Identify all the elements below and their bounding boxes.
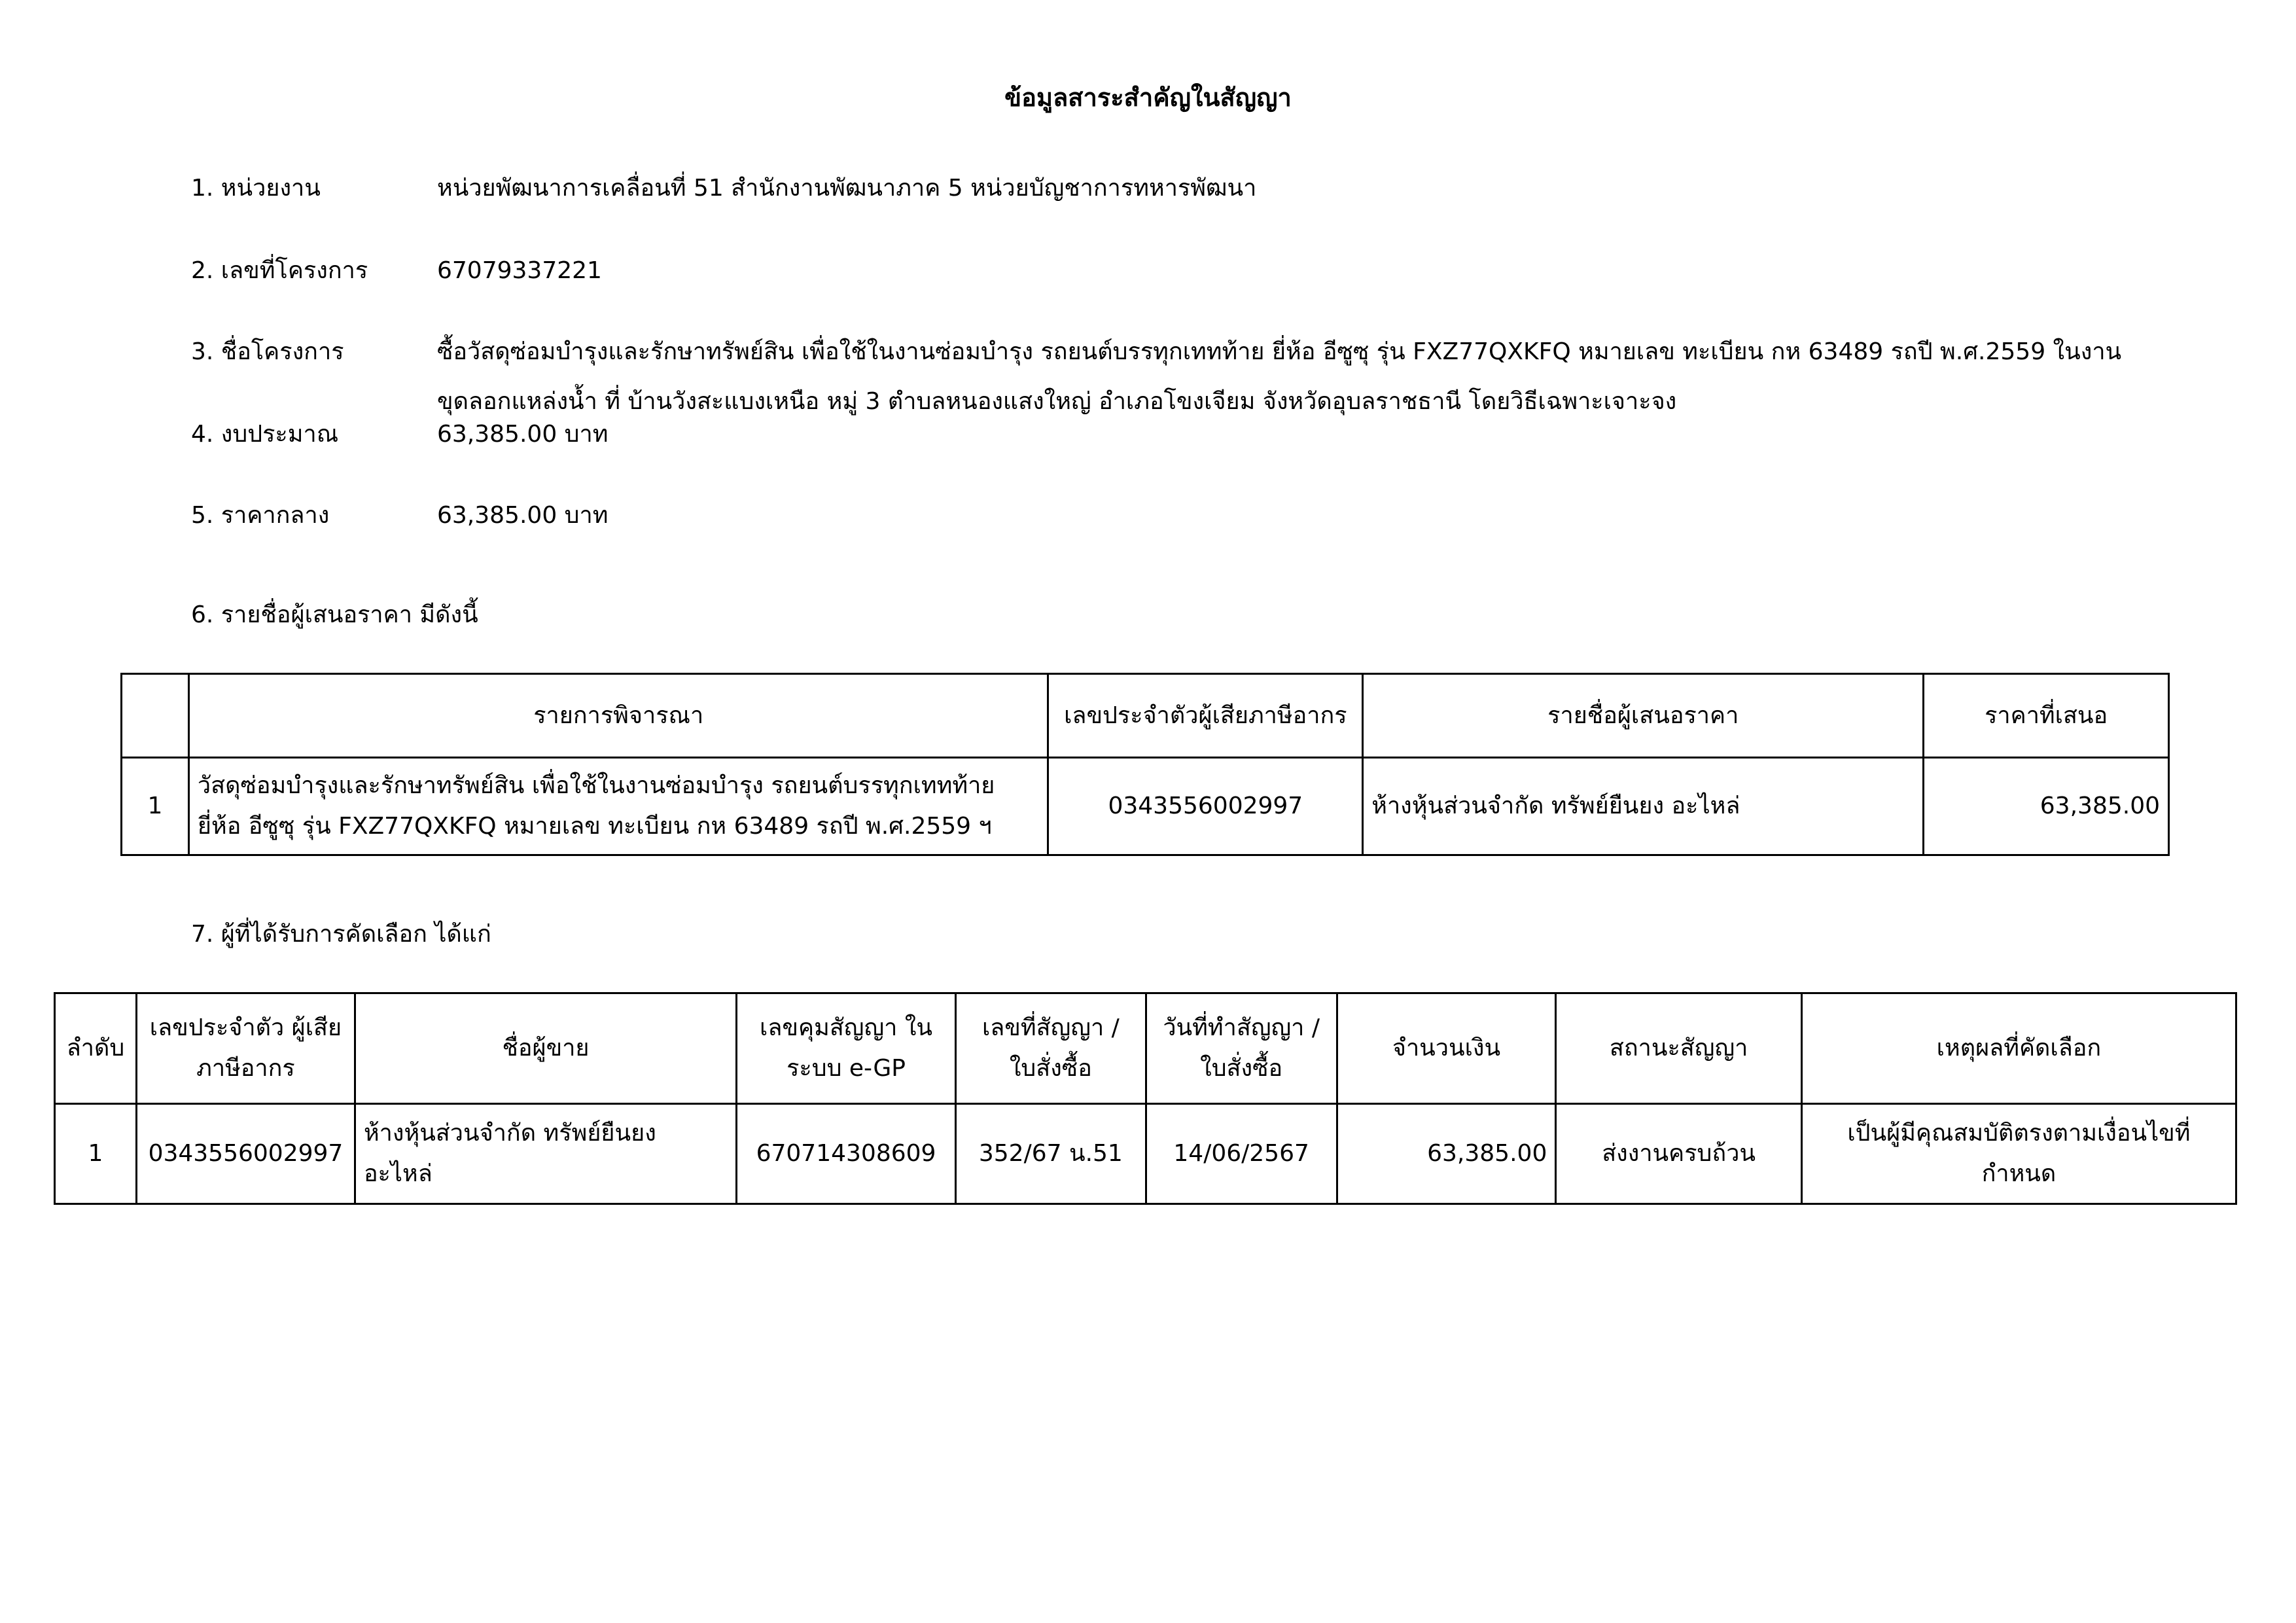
field-label-median-price: 5. ราคากลาง	[191, 502, 330, 529]
section-6-heading: 6. รายชื่อผู้เสนอราคา มีดังนี้	[191, 601, 478, 628]
cell-contract-number: 352/67 น.51	[955, 1104, 1146, 1204]
column-header-egp-number: เลขคุมสัญญา ในระบบ e-GP	[737, 993, 956, 1104]
cell-index: 1	[122, 758, 189, 855]
column-header-amount: จำนวนเงิน	[1337, 993, 1556, 1104]
column-header-price: ราคาที่เสนอ	[1924, 674, 2169, 758]
column-header-vendor: ชื่อผู้ขาย	[355, 993, 736, 1104]
table-row	[55, 1104, 2236, 1204]
column-header-tax-id: เลขประจำตัวผู้เสียภาษีอากร	[1048, 674, 1363, 758]
column-header-order: ลำดับ	[55, 993, 137, 1104]
cell-amount: 63,385.00	[1337, 1104, 1556, 1204]
cell-bidder: ห้างหุ้นส่วนจำกัด ทรัพย์ยืนยง อะไหล่	[1363, 758, 1924, 855]
cell-item: วัสดุซ่อมบำรุงและรักษาทรัพย์สิน เพื่อใช้ในงานซ่อมบำรุง รถยนต์บรรทุกเททท้าย ยี่ห้อ อีซูซุ รุ่น FXZ77QXKFQ หมายเลข ทะเบียน กห 63489 รถปี พ.ศ.2559 ฯ	[188, 758, 1048, 855]
section-7-heading: 7. ผู้ที่ได้รับการคัดเลือก ได้แก่	[191, 921, 491, 948]
cell-price: 63,385.00	[1924, 758, 2169, 855]
table-header-row	[122, 674, 2169, 758]
bidders-table	[120, 673, 2170, 856]
column-header-bidder: รายชื่อผู้เสนอราคา	[1363, 674, 1924, 758]
cell-tax-id: 0343556002997	[1048, 758, 1363, 855]
cell-contract-date: 14/06/2567	[1146, 1104, 1337, 1204]
column-header-item: รายการพิจารณา	[188, 674, 1048, 758]
column-header-contract-date: วันที่ทำสัญญา / ใบสั่งซื้อ	[1146, 993, 1337, 1104]
field-value-budget: 63,385.00 บาท	[437, 421, 609, 448]
cell-status: ส่งงานครบถ้วน	[1556, 1104, 1802, 1204]
table-header-row	[55, 993, 2236, 1104]
field-label-project-number: 2. เลขที่โครงการ	[191, 257, 368, 284]
field-label-agency: 1. หน่วยงาน	[191, 175, 321, 202]
cell-reason: เป็นผู้มีคุณสมบัติตรงตามเงื่อนไขที่กำหนด	[1801, 1104, 2236, 1204]
cell-order: 1	[55, 1104, 137, 1204]
column-header-tax-id: เลขประจำตัว ผู้เสียภาษีอากร	[136, 993, 355, 1104]
cell-egp-number: 670714308609	[737, 1104, 956, 1204]
column-header-reason: เหตุผลที่คัดเลือก	[1801, 993, 2236, 1104]
column-header-status: สถานะสัญญา	[1556, 993, 1802, 1104]
document-title: ข้อมูลสาระสำคัญในสัญญา	[1004, 83, 1292, 112]
field-label-budget: 4. งบประมาณ	[191, 421, 339, 448]
field-value-project-name: ซื้อวัสดุซ่อมบำรุงและรักษาทรัพย์สิน เพื่อใช้ในงานซ่อมบำรุง รถยนต์บรรทุกเททท้าย ยี่ห้อ อีซูซุ รุ่น FXZ77QXKFQ หมายเลข ทะเบียน กห 63489 รถปี พ.ศ.2559 ในงานขุดลอกแหล่งน้ำ ที่ บ้านวังสะแบงเหนือ หมู่ 3 ตำบลหนองแสงใหญ่ อำเภอโขงเจียม จังหวัดอุบลราชธานี โดยวิธีเฉพาะเจาะจง	[437, 338, 2122, 415]
selected-vendor-table	[54, 992, 2237, 1205]
field-value-project-number: 67079337221	[437, 257, 602, 284]
field-value-median-price: 63,385.00 บาท	[437, 502, 609, 529]
cell-vendor: ห้างหุ้นส่วนจำกัด ทรัพย์ยืนยง อะไหล่	[355, 1104, 736, 1204]
column-header-index	[122, 674, 189, 758]
table-row	[122, 758, 2169, 855]
cell-tax-id: 0343556002997	[136, 1104, 355, 1204]
column-header-contract-number: เลขที่สัญญา / ใบสั่งซื้อ	[955, 993, 1146, 1104]
field-label-project-name: 3. ชื่อโครงการ	[191, 338, 344, 365]
field-value-agency: หน่วยพัฒนาการเคลื่อนที่ 51 สำนักงานพัฒนาภาค 5 หน่วยบัญชาการทหารพัฒนา	[437, 175, 1257, 202]
